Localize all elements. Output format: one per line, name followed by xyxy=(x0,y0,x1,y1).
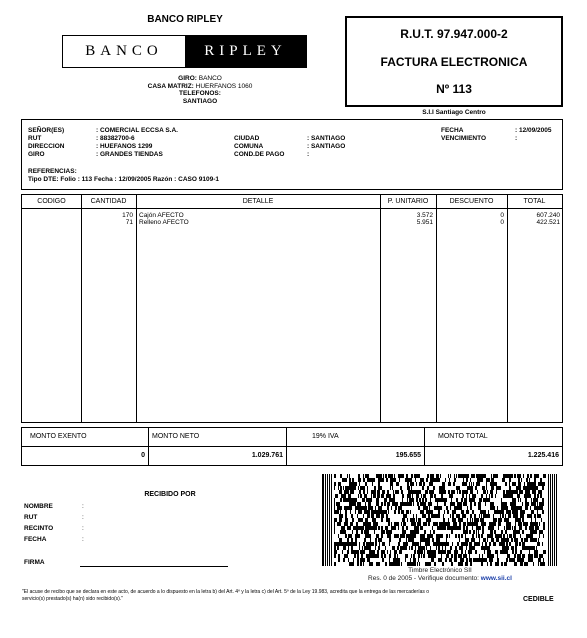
header-total: TOTAL xyxy=(523,198,546,205)
cedible-label: CEDIBLE xyxy=(523,596,554,603)
header-unitario: P. UNITARIO xyxy=(387,198,429,205)
column-divider xyxy=(136,195,137,422)
electronic-stamp-text xyxy=(322,567,558,583)
giro-label: GIRO xyxy=(28,151,45,158)
issuer-giro-value: BANCO xyxy=(198,75,222,82)
comuna-label: COMUNA xyxy=(234,143,264,150)
fecha-value: : 12/09/2005 xyxy=(515,127,552,134)
fecha-receipt-label: FECHA xyxy=(24,536,47,543)
header-detalle: DETALLE xyxy=(242,198,274,205)
row2-unitario: 5.951 xyxy=(416,219,433,226)
issuer-info xyxy=(100,75,300,105)
ciudad-label: CIUDAD xyxy=(234,135,260,142)
referencias-value: Tipo DTE: Folio : 113 Fecha : 12/09/2005 Razón : CASO 9109-1 xyxy=(28,176,219,183)
issuer-giro-label: GIRO: xyxy=(178,75,197,82)
rut-label: RUT xyxy=(28,135,42,142)
recinto-colon: : xyxy=(82,525,84,532)
row2-descuento: 0 xyxy=(500,219,504,226)
header-cantidad: CANTIDAD xyxy=(90,198,127,205)
iva-label: 19% IVA xyxy=(312,433,339,440)
direccion-label: DIRECCION xyxy=(28,143,65,150)
rut-receipt-label: RUT xyxy=(24,514,38,521)
column-divider xyxy=(380,195,381,422)
signature-line xyxy=(80,566,228,567)
totals-divider xyxy=(22,446,562,447)
issuer-city: SANTIAGO xyxy=(182,97,218,105)
recinto-label: RECINTO xyxy=(24,525,54,532)
column-divider xyxy=(81,195,82,422)
receipt-title: RECIBIDO POR xyxy=(144,491,196,498)
fecha-label: FECHA xyxy=(441,127,464,134)
column-divider xyxy=(507,195,508,422)
cond-pago-value: : xyxy=(307,151,310,158)
logo-left-text: BANCO xyxy=(85,43,163,59)
legal-text: "El acuse de recibo que se declara en este acto, de acuerdo a lo dispuesto en la letra b) del Art. 4º y la letra c) del Art. 5º de la Ley 19.983, acredita que la entrega de las mercaderías o servicio(s) prestado(s) ha(n) sido recibido(s)." xyxy=(22,589,430,602)
vencimiento-label: VENCIMIENTO xyxy=(441,135,487,142)
nombre-label: NOMBRE xyxy=(24,503,53,510)
rut-box xyxy=(345,16,563,107)
iva-value: 195.655 xyxy=(395,452,421,459)
issuer-name: BANCO RIPLEY xyxy=(147,14,223,25)
document-type: FACTURA ELECTRONICA xyxy=(380,55,528,69)
pdf417-barcode xyxy=(322,474,558,566)
senores-value: : COMERCIAL ECCSA S.A. xyxy=(96,127,178,134)
sii-link[interactable]: www.sii.cl xyxy=(480,575,512,582)
stamp-line2 xyxy=(322,575,558,583)
referencias-label: REFERENCIAS: xyxy=(28,168,77,175)
row2-cantidad: 71 xyxy=(125,219,133,226)
totals-column-divider xyxy=(286,428,287,465)
items-table xyxy=(21,194,563,423)
banco-ripley-logo xyxy=(62,35,307,68)
totals-column-divider xyxy=(148,428,149,465)
row1-descuento: 0 xyxy=(500,212,504,219)
header-codigo: CODIGO xyxy=(37,198,66,205)
firma-label: FIRMA xyxy=(24,559,45,566)
comuna-value: : SANTIAGO xyxy=(307,143,346,150)
header-divider xyxy=(22,208,562,209)
rut-value: : 88382700-6 xyxy=(96,135,135,142)
monto-total-label: MONTO TOTAL xyxy=(438,433,488,440)
vencimiento-value: : xyxy=(515,135,518,142)
fecha-receipt-colon: : xyxy=(82,536,84,543)
row2-total: 422.521 xyxy=(536,219,560,226)
sii-office: S.I.I Santiago Centro xyxy=(422,109,486,116)
ciudad-value: : SANTIAGO xyxy=(307,135,346,142)
column-divider xyxy=(436,195,437,422)
totals-column-divider xyxy=(424,428,425,465)
issuer-casa-matriz-label: CASA MATRIZ: xyxy=(147,82,194,90)
issuer-casa-matriz-value: HUERFANOS 1060 xyxy=(195,82,253,90)
giro-value: : GRANDES TIENDAS xyxy=(96,151,163,158)
row1-total: 607.240 xyxy=(536,212,560,219)
row2-detalle: Relleno AFECTO xyxy=(139,219,189,226)
row1-unitario: 3.572 xyxy=(416,212,433,219)
nombre-colon: : xyxy=(82,503,84,510)
cond-pago-label: COND.DE PAGO xyxy=(234,151,285,158)
rut-receipt-colon: : xyxy=(82,514,84,521)
monto-neto-label: MONTO NETO xyxy=(152,433,200,440)
monto-neto-value: 1.029.761 xyxy=(251,452,283,459)
row1-cantidad: 170 xyxy=(122,212,133,219)
direccion-value: : HUEFANOS 1299 xyxy=(96,143,153,150)
customer-box xyxy=(21,119,563,190)
totals-box xyxy=(21,427,563,466)
senores-label: SEÑOR(ES) xyxy=(28,127,65,134)
document-number: Nº 113 xyxy=(436,82,472,96)
logo-right-text: RIPLEY xyxy=(185,36,306,67)
issuer-telefonos-label: TELEFONOS: xyxy=(179,90,221,97)
row1-detalle: Cajón AFECTO xyxy=(139,212,184,219)
monto-exento-label: MONTO EXENTO xyxy=(30,433,87,440)
issuer-rut: R.U.T. 97.947.000-2 xyxy=(400,27,508,41)
monto-exento-value: 0 xyxy=(141,452,145,459)
monto-total-value: 1.225.416 xyxy=(527,452,559,459)
header-descuento: DESCUENTO xyxy=(449,198,494,205)
stamp-line1: Timbre Electrónico SII xyxy=(408,567,472,574)
stamp-line2-text: Res. 0 de 2005 - Verifique documento: xyxy=(368,575,479,582)
